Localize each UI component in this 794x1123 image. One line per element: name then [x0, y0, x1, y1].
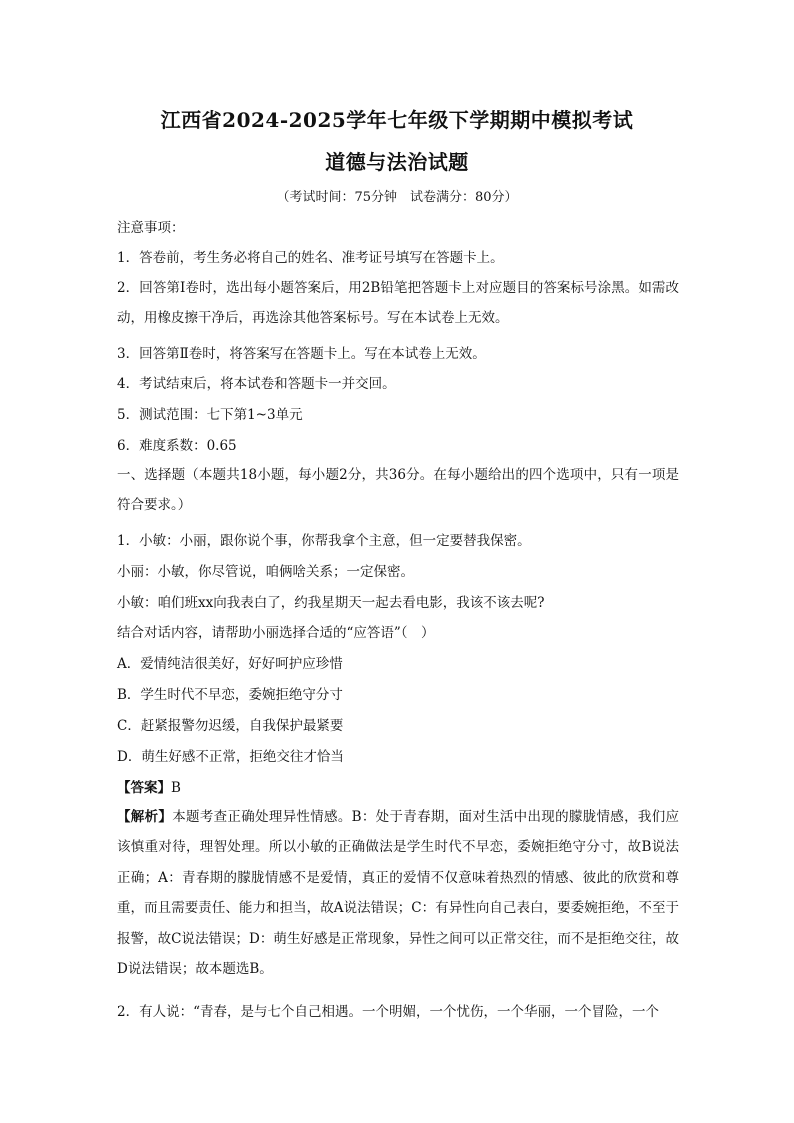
q1-answer	[117, 776, 181, 796]
note-item-2	[117, 273, 679, 334]
section-heading-text: 一、选择题（本题共18小题，每小题2分，共36分。在每小题给出的四个选项中，只有一项是符合要求。）	[117, 467, 679, 514]
q1-option-c: C．赶紧报警勿迟缓，自我保护最紧要	[117, 718, 344, 734]
section-heading	[117, 460, 679, 521]
note-item-6: 6．难度系数：0.65	[117, 438, 237, 454]
q1-option-d: D．萌生好感不正常，拒绝交往才恰当	[117, 749, 344, 765]
q1-dialogue-3: 小敏：咱们班xx向我表白了，约我星期天一起去看电影，我该不该去呢?	[117, 595, 545, 611]
answer-value: B	[171, 780, 181, 796]
exam-title-line1: 江西省2024-2025学年七年级下学期期中模拟考试	[160, 108, 634, 132]
note-item-4: 4．考试结束后，将本试卷和答题卡一并交回。	[117, 376, 396, 392]
notes-heading: 注意事项：	[117, 220, 185, 236]
exam-title-line2: 道德与法治试题	[325, 150, 469, 174]
q1-option-b: B．学生时代不早恋，委婉拒绝守分寸	[117, 687, 343, 703]
answer-tag: 【答案】	[117, 780, 171, 796]
exam-info: （考试时间：75分钟 试卷满分：80分）	[276, 190, 518, 205]
q2-stem: 2．有人说：“青春，是与七个自己相遇。一个明媚，一个忧伤，一个华丽，一个冒险，一个	[117, 1004, 659, 1020]
q1-analysis	[117, 802, 679, 984]
analysis-tag: 【解析】	[117, 809, 173, 825]
q1-prompt: 结合对话内容，请帮助小丽选择合适的“应答语”（ ）	[117, 625, 435, 641]
analysis-text: 本题考查正确处理异性情感。B：处于青春期，面对生活中出现的朦胧情感，我们应该慎重对待，理智处理。所以小敏的正确做法是学生时代不早恋，委婉拒绝守分寸，故B说法正确；A：青春期的朦胧情感不是爱情，真正的爱情不仅意味着热烈的情感、彼此的欣赏和尊重，而且需要责任、能力和担当，故A说法错误；C：有异性向自己表白，要委婉拒绝，不至于报警，故C说法错误；D：萌生好感是正常现象，异性之间可以正常交往，而不是拒绝交往，故D说法错误；故本题选B。	[117, 809, 680, 978]
note-item-2-text: 2．回答第Ⅰ卷时，选出每小题答案后，用2B铅笔把答题卡上对应题目的答案标号涂黑。如需改动，用橡皮擦干净后，再选涂其他答案标号。写在本试卷上无效。	[117, 280, 679, 327]
note-item-5: 5．测试范围：七下第1~3单元	[117, 407, 303, 423]
note-item-1: 1．答卷前，考生务必将自己的姓名、准考证号填写在答题卡上。	[117, 250, 504, 266]
q1-option-a: A．爱情纯洁很美好，好好呵护应珍惜	[117, 656, 343, 672]
q1-dialogue-2: 小丽：小敏，你尽管说，咱俩啥关系；一定保密。	[117, 564, 414, 580]
note-item-3: 3．回答第Ⅱ卷时，将答案写在答题卡上。写在本试卷上无效。	[117, 346, 486, 362]
q1-dialogue-1: 1．小敏：小丽，跟你说个事，你帮我拿个主意，但一定要替我保密。	[117, 533, 531, 549]
